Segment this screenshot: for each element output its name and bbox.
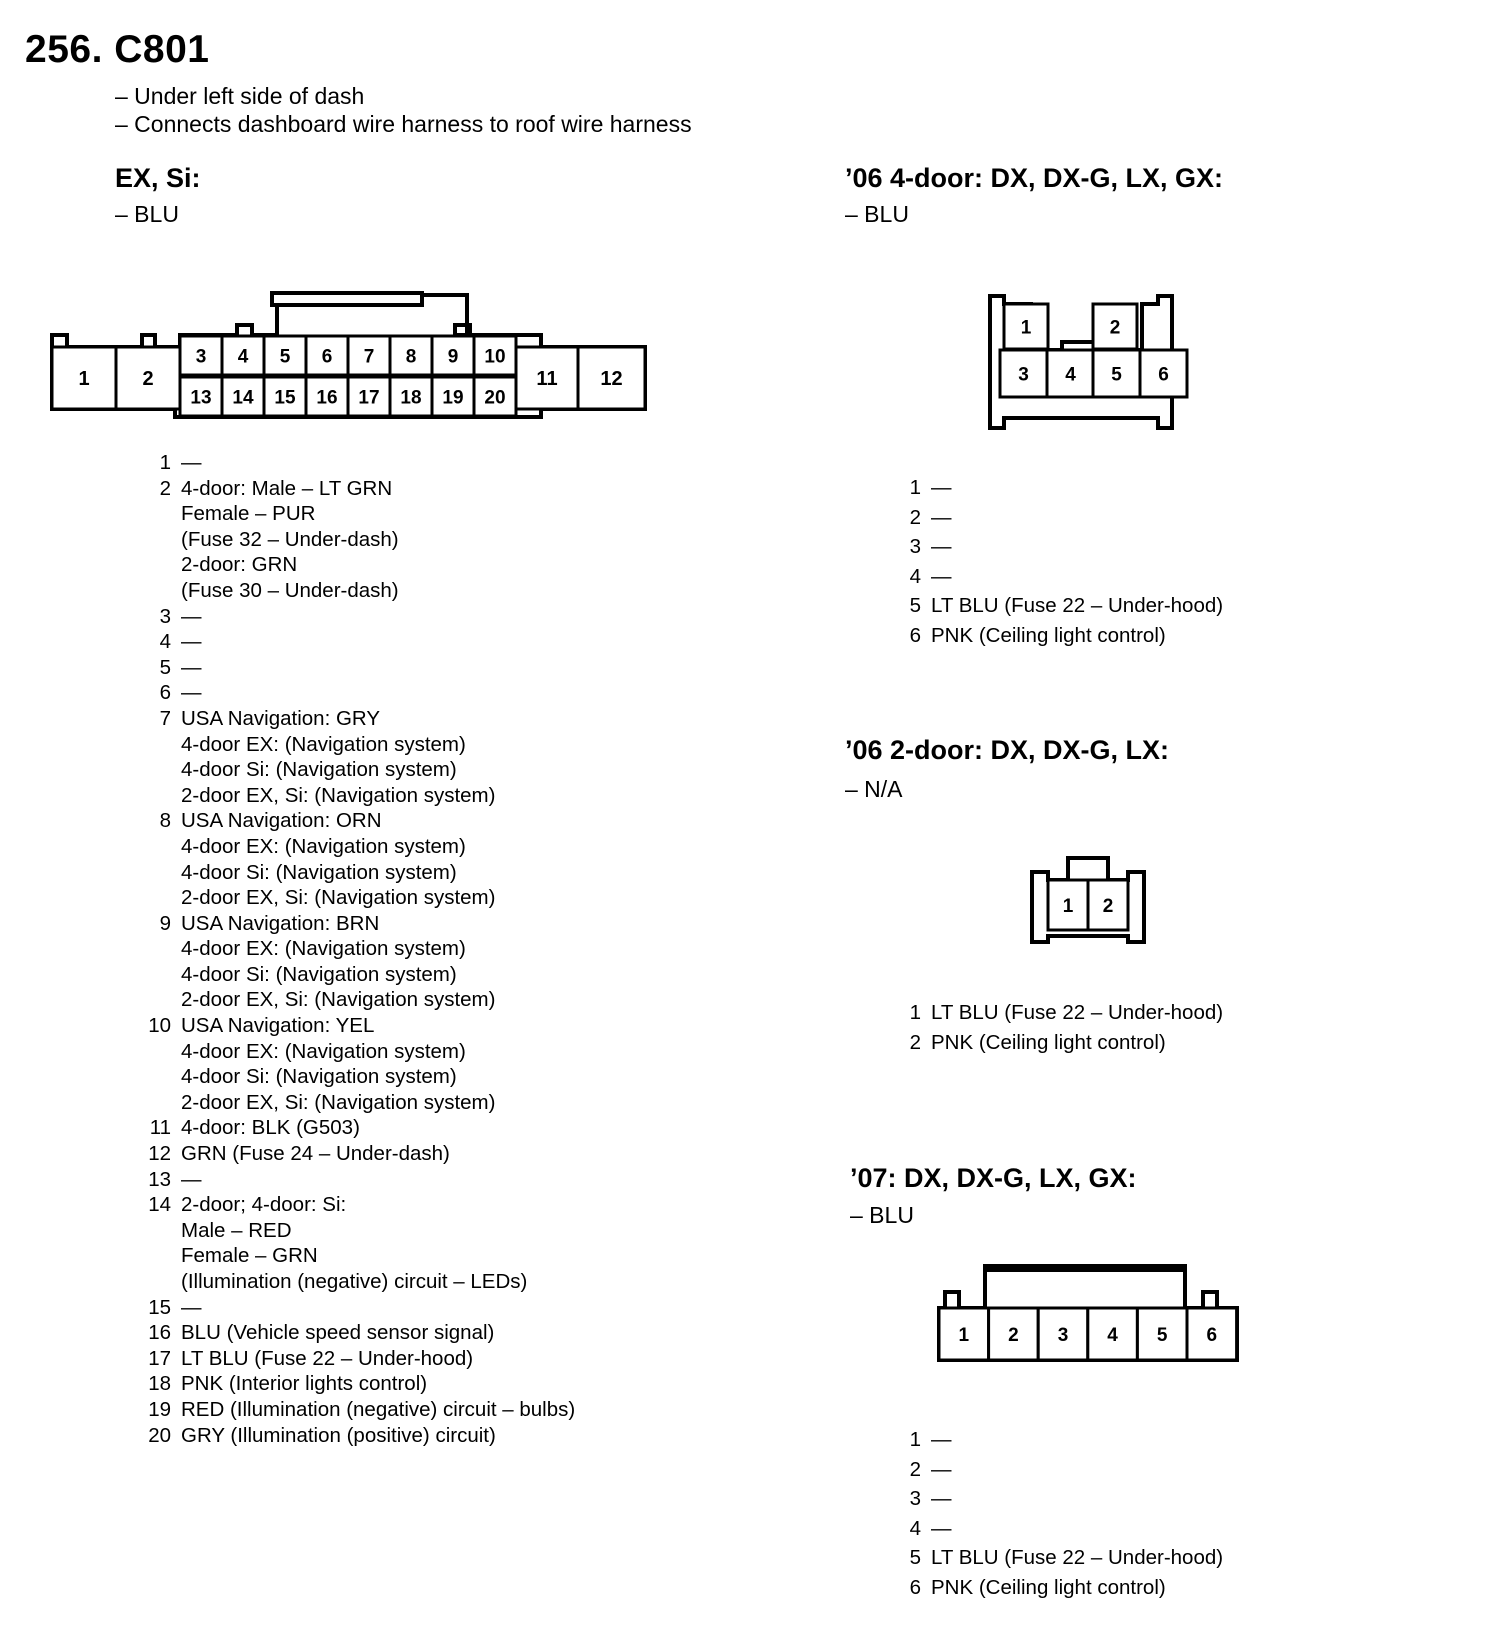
pin-description: — [931, 564, 952, 588]
pin-description: — [931, 1457, 952, 1481]
pin-description: PNK (Ceiling light control) [931, 623, 1166, 647]
cavity-label: 1 [1020, 317, 1032, 339]
pin-description: (Fuse 32 – Under-dash) [181, 527, 399, 551]
pin-entry [145, 808, 575, 910]
pin-entry [145, 655, 575, 681]
pin-description: 4-door: BLK (G503) [181, 1116, 360, 1140]
pin-entry [145, 1192, 575, 1294]
cavity-label: 2 [1102, 895, 1114, 917]
pin-number: 4 [159, 630, 171, 654]
pin-description: 2-door EX, Si: (Navigation system) [181, 783, 496, 807]
pin-number: 10 [148, 1014, 171, 1038]
pin-description: 2-door: GRN [181, 553, 298, 577]
pin-entry [145, 629, 575, 655]
pin-number: 1 [909, 1428, 921, 1451]
cavity-label: 13 [190, 387, 212, 409]
pin-entry [895, 562, 1223, 592]
pin-description: 4-door: Male – LT GRN [181, 476, 393, 500]
pin-entry [895, 1425, 1223, 1455]
pin-description: (Fuse 30 – Under-dash) [181, 578, 399, 602]
cavity-label: 3 [1018, 364, 1029, 386]
pin-description: — [181, 681, 202, 705]
pin-description: 2-door; 4-door: Si: [181, 1193, 347, 1217]
cavity-label: 3 [195, 346, 207, 368]
pin-number: 13 [148, 1167, 171, 1191]
pin-description: 4-door Si: (Navigation system) [181, 860, 457, 884]
pin-description: USA Navigation: BRN [181, 911, 380, 935]
pin-description: 4-door Si: (Navigation system) [181, 758, 457, 782]
pin-description: RED (Illumination (negative) circuit – bulbs) [181, 1397, 576, 1421]
pin-description: — [931, 1428, 952, 1451]
pin-number: 19 [148, 1397, 171, 1421]
cavity-label: 4 [1107, 1324, 1118, 1346]
cavity-label: 4 [1065, 364, 1076, 386]
pin-entry [145, 1397, 575, 1423]
pin-description: BLU (Vehicle speed sensor signal) [181, 1321, 495, 1345]
page-title: 256. C801 [25, 28, 210, 71]
cavity-label: 5 [1156, 1324, 1168, 1346]
cavity-label: 3 [1057, 1324, 1069, 1346]
pin-description: (Illumination (negative) circuit – LEDs) [181, 1270, 528, 1293]
pin-entry [145, 706, 575, 808]
pin-description: Female – GRN [181, 1244, 318, 1268]
pin-number: 4 [909, 1516, 921, 1540]
pin-entry [895, 621, 1223, 651]
connector-diagram-06-2door [1020, 850, 1150, 960]
section-heading-07: ’07: DX, DX-G, LX, GX: [850, 1163, 1137, 1193]
pin-description: — [931, 476, 952, 499]
cavity-label: 14 [232, 387, 254, 409]
pin-entry [895, 591, 1223, 621]
pin-description: Female – PUR [181, 502, 316, 526]
cavity-label: 5 [1111, 364, 1122, 386]
pin-number: 1 [909, 476, 921, 499]
cavity-label: 15 [274, 387, 296, 409]
pin-entry [145, 450, 575, 476]
pin-number: 16 [148, 1321, 171, 1345]
pin-description: — [181, 1167, 202, 1191]
pin-description: 2-door EX, Si: (Navigation system) [181, 886, 496, 910]
cavity-label: 8 [405, 346, 417, 368]
pin-list-06-2door [895, 998, 1223, 1057]
pin-description: USA Navigation: GRY [181, 706, 381, 730]
pin-number: 2 [909, 505, 921, 529]
pin-entry [895, 532, 1223, 562]
pin-entry [895, 1573, 1223, 1603]
pin-entry [145, 1013, 575, 1115]
pin-list-07 [895, 1425, 1223, 1602]
cavity-label: 10 [484, 346, 506, 368]
section-heading-ex-si: EX, Si: [115, 163, 201, 193]
pin-entry [895, 1543, 1223, 1573]
pin-number: 15 [148, 1295, 171, 1319]
pin-number: 6 [909, 623, 921, 647]
pin-description: 2-door EX, Si: (Navigation system) [181, 1090, 496, 1114]
cavity-label: 2 [142, 368, 154, 391]
connector-latch [272, 293, 422, 305]
pin-description: 4-door Si: (Navigation system) [181, 962, 457, 986]
pin-number: 9 [159, 911, 171, 935]
connector-color-ex-si: – BLU [115, 201, 179, 227]
pin-description: USA Navigation: YEL [181, 1014, 375, 1038]
connection-description: – Connects dashboard wire harness to roof wire harness [115, 111, 692, 137]
pin-description: 4-door EX: (Navigation system) [181, 834, 466, 858]
pin-number: 4 [909, 564, 921, 588]
pin-entry [145, 604, 575, 630]
pin-list-06-4door [895, 473, 1223, 650]
connector-color-07: – BLU [850, 1202, 914, 1228]
pin-description: PNK (Interior lights control) [181, 1372, 428, 1396]
pin-description: — [931, 1516, 952, 1540]
pin-number: 2 [159, 476, 171, 500]
connector-color-06-2door: – N/A [845, 776, 903, 802]
pin-description: Male – RED [181, 1218, 292, 1242]
connector-color-06-4door: – BLU [845, 201, 909, 227]
connector-diagram-07 [925, 1260, 1255, 1375]
pin-description: PNK (Ceiling light control) [931, 1030, 1166, 1054]
pin-number: 5 [909, 594, 921, 617]
pin-entry [895, 503, 1223, 533]
connector-diagram-06-4door [980, 290, 1200, 435]
pin-description: — [931, 535, 952, 558]
cavity-label: 4 [237, 346, 249, 368]
cavity-label: 6 [1206, 1324, 1218, 1346]
cavity-label: 2 [1109, 317, 1121, 339]
pin-number: 5 [159, 655, 171, 679]
cavity-label: 1 [958, 1324, 970, 1346]
pin-number: 8 [159, 809, 171, 833]
pin-number: 2 [909, 1457, 921, 1481]
pin-description: PNK (Ceiling light control) [931, 1575, 1166, 1599]
pin-description: 4-door EX: (Navigation system) [181, 1039, 466, 1063]
pin-number: 11 [149, 1116, 171, 1140]
pin-number: 17 [148, 1346, 171, 1370]
pin-entry [145, 1320, 575, 1346]
pin-description: — [181, 451, 202, 474]
pin-number: 3 [909, 1487, 921, 1510]
pin-description: USA Navigation: ORN [181, 809, 382, 833]
cavity-label: 5 [279, 346, 291, 368]
cavity-label: 1 [1062, 895, 1074, 917]
pin-entry [895, 998, 1223, 1028]
pin-entry [895, 473, 1223, 503]
section-heading-06-4door: ’06 4-door: DX, DX-G, LX, GX: [845, 163, 1224, 193]
cavity-label: 12 [600, 368, 623, 391]
pin-entry [895, 1514, 1223, 1544]
pin-description: 4-door EX: (Navigation system) [181, 937, 466, 961]
pin-description: GRN (Fuse 24 – Under-dash) [181, 1142, 450, 1166]
cavity-label: 20 [484, 387, 506, 409]
cavity-label: 16 [316, 387, 338, 409]
pin-number: 1 [909, 1001, 921, 1024]
pin-entry [145, 1371, 575, 1397]
cavity-label: 6 [321, 346, 333, 368]
pin-entry [145, 1346, 575, 1372]
pin-list-ex-si [145, 450, 575, 1448]
pin-number: 3 [159, 604, 171, 628]
pin-description: LT BLU (Fuse 22 – Under-hood) [931, 1546, 1224, 1569]
pin-entry [145, 1295, 575, 1321]
cavity-label: 6 [1158, 364, 1169, 386]
pin-description: LT BLU (Fuse 22 – Under-hood) [931, 1001, 1224, 1024]
pin-number: 5 [909, 1546, 921, 1569]
cavity-label: 9 [447, 346, 459, 368]
pin-description: GRY (Illumination (positive) circuit) [181, 1423, 496, 1447]
pin-description: LT BLU (Fuse 22 – Under-hood) [181, 1346, 474, 1370]
pin-description: — [931, 1487, 952, 1510]
pin-entry [145, 476, 575, 604]
connector-diagram-ex-si [45, 285, 675, 435]
pin-description: — [181, 1295, 202, 1319]
cavity-label: 2 [1008, 1324, 1019, 1346]
pin-description: — [181, 604, 202, 628]
pin-number: 20 [148, 1423, 171, 1447]
pin-entry [895, 1028, 1223, 1058]
section-heading-06-2door: ’06 2-door: DX, DX-G, LX: [845, 735, 1170, 765]
pin-number: 2 [909, 1030, 921, 1054]
pin-entry [895, 1455, 1223, 1485]
cavity-label: 17 [358, 387, 380, 409]
cavity-label: 1 [78, 368, 90, 391]
pin-number: 7 [159, 706, 171, 730]
pin-entry [145, 1167, 575, 1193]
pin-description: — [181, 630, 202, 654]
pin-description: LT BLU (Fuse 22 – Under-hood) [931, 594, 1224, 617]
pin-entry [145, 1141, 575, 1167]
pin-entry [145, 911, 575, 1013]
pin-number: 12 [148, 1142, 171, 1166]
pin-description: — [931, 505, 952, 529]
pin-number: 6 [909, 1575, 921, 1599]
cavity-label: 19 [442, 387, 464, 409]
location-description: – Under left side of dash [115, 83, 365, 109]
cavity-label: 11 [536, 368, 558, 391]
pin-description: 4-door EX: (Navigation system) [181, 732, 466, 756]
cavity-label: 7 [363, 346, 375, 368]
pin-description: 4-door Si: (Navigation system) [181, 1065, 457, 1089]
pin-entry [145, 680, 575, 706]
pin-entry [145, 1115, 575, 1141]
pin-number: 3 [909, 535, 921, 558]
pin-description: 2-door EX, Si: (Navigation system) [181, 988, 496, 1012]
pin-number: 14 [148, 1193, 171, 1217]
cavity-label: 18 [400, 387, 422, 409]
pin-entry [895, 1484, 1223, 1514]
pin-number: 18 [148, 1372, 171, 1396]
pin-number: 6 [159, 681, 171, 705]
pin-description: — [181, 655, 202, 679]
pin-number: 1 [159, 451, 171, 474]
pin-entry [145, 1423, 575, 1449]
